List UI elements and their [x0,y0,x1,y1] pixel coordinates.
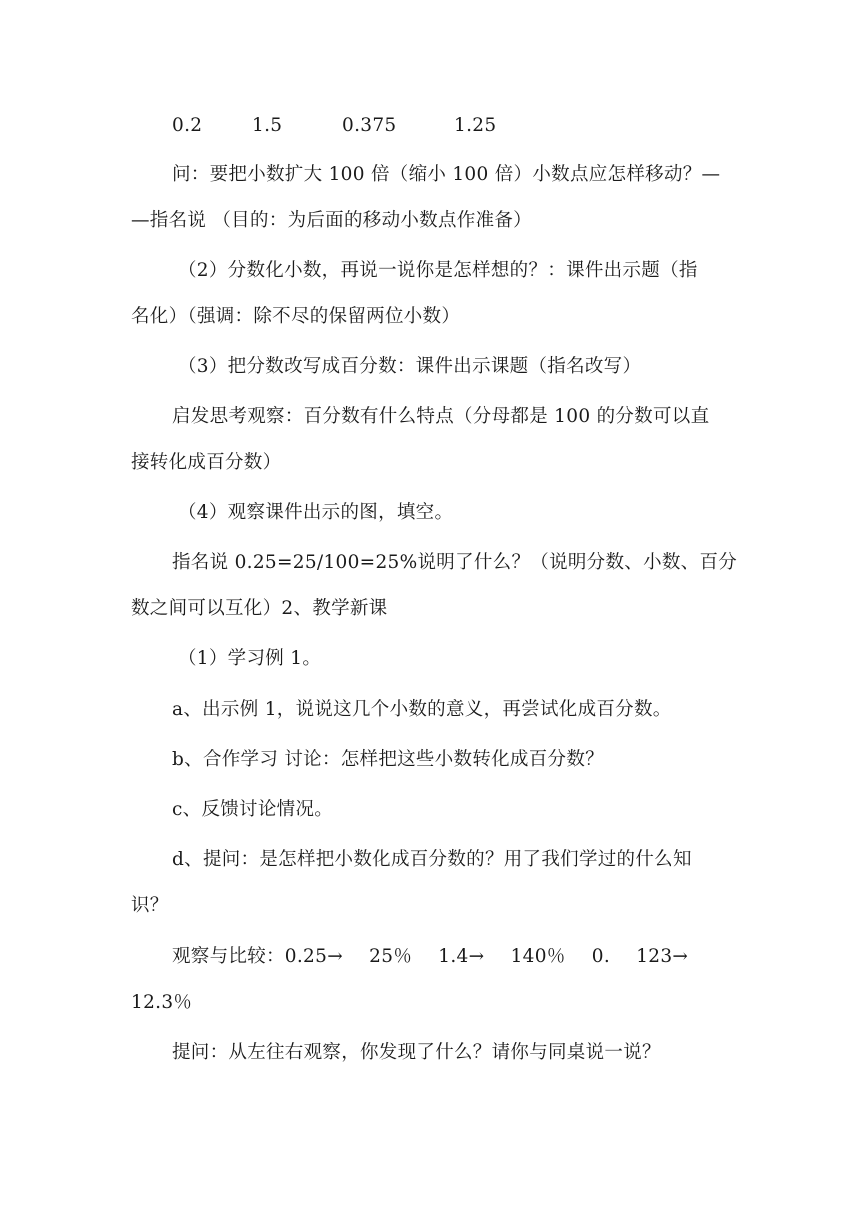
paragraph-line: （2）分数化小数，再说一说你是怎样想的？：课件出示题（指 [178,260,698,281]
paragraph-line: a、出示例 1，说说这几个小数的意义，再尝试化成百分数。 [172,699,672,720]
paragraph-line: （3）把分数改写成百分数：课件出示课题（指名改写） [178,356,642,377]
paragraph-line: 问：要把小数扩大 100 倍（缩小 100 倍）小数点应怎样移动？— [172,164,721,185]
paragraph-line: —指名说 （目的：为后面的移动小数点作准备） [131,210,532,231]
number-0-375: 0.375 [342,115,397,136]
paragraph-line: d、提问：是怎样把小数化成百分数的？用了我们学过的什么知 [172,849,692,870]
number-0-2: 0.2 [172,115,203,136]
paragraph-line: 观察与比较：0.25→ 25％ 1.4→ 140％ 0. 123→ [172,946,689,967]
decimal-numbers-line [172,114,572,138]
paragraph-line: 指名说 0.25=25/100=25%说明了什么？（说明分数、小数、百分 [172,552,738,573]
paragraph-line: 接转化成百分数） [131,452,282,473]
paragraph-line: 数之间可以互化）2、教学新课 [131,598,388,619]
paragraph-line: 识？ [131,895,169,916]
number-1-25: 1.25 [454,115,497,136]
paragraph-line: 名化）（强调：除不尽的保留两位小数） [131,306,461,327]
paragraph-line: （1）学习例 1。 [178,648,322,669]
paragraph-line: （4）观察课件出示的图，填空。 [178,502,454,523]
paragraph-line: 启发思考观察：百分数有什么特点（分母都是 100 的分数可以直 [172,406,710,427]
number-1-5: 1.5 [252,115,283,136]
paragraph-line: 提问：从左往右观察，你发现了什么？请你与同桌说一说？ [172,1042,661,1063]
paragraph-line: c、反馈讨论情况。 [172,799,334,820]
paragraph-line: b、合作学习 讨论：怎样把这些小数转化成百分数？ [172,749,604,770]
paragraph-line: 12.3％ [131,992,193,1013]
